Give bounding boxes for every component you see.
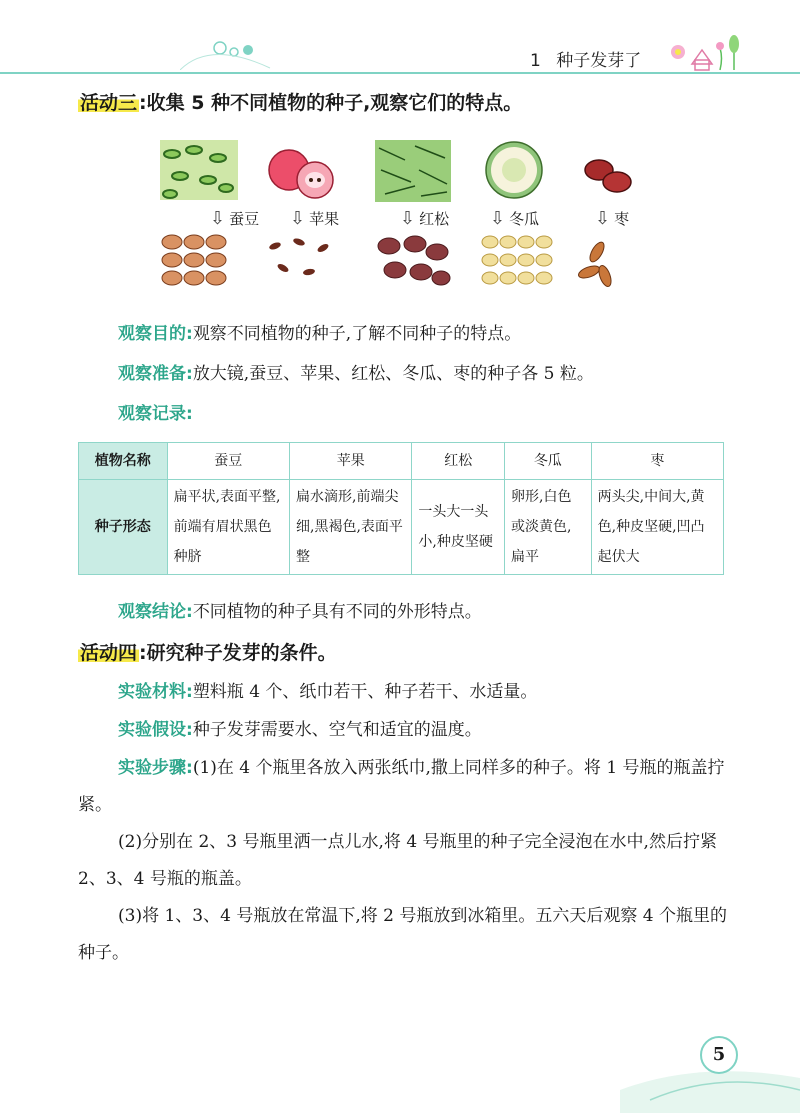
table-cell: 两头尖,中间大,黄色,种皮坚硬,凹凸起伏大	[591, 480, 723, 575]
step-1-text: (1)在 4 个瓶里各放入两张纸巾,撒上同样多的种子。将 1 号瓶的瓶盖拧紧。	[78, 758, 725, 815]
table-cell: 扁水滴形,前端尖细,黑褐色,表面平整	[290, 480, 412, 575]
activity3-title	[78, 88, 522, 115]
table-column-header: 冬瓜	[505, 443, 592, 480]
experiment-materials	[118, 674, 728, 711]
purpose-text: 观察不同植物的种子,了解不同种子的特点。	[192, 324, 522, 344]
steps-label: 实验步骤:	[118, 758, 193, 778]
seed-illustrations	[155, 140, 635, 300]
chapter-title: 种子发芽了	[556, 51, 642, 71]
page-number: 5	[700, 1036, 738, 1074]
arrow-label-red-pine	[400, 208, 449, 229]
table-cell: 扁平状,表面平整,前端有眉状黑色种脐	[167, 480, 289, 575]
header-bubbles-decoration	[180, 30, 280, 74]
winter-melon-slice-icon	[480, 140, 560, 210]
table-column-header: 红松	[412, 443, 505, 480]
broad-bean-seeds-icon	[160, 232, 240, 302]
materials-label: 实验材料:	[118, 682, 193, 702]
red-pine-seeds-icon	[375, 232, 455, 302]
page-number-badge	[700, 1036, 738, 1074]
experiment-step-3	[78, 898, 728, 972]
chapter-number: 1	[530, 51, 541, 71]
observation-prep	[118, 356, 728, 393]
table-column-header: 苹果	[290, 443, 412, 480]
conclusion-text: 不同植物的种子具有不同的外形特点。	[192, 602, 482, 622]
header-flower-decoration-icon	[668, 30, 748, 78]
table-row	[79, 480, 724, 575]
arrow-label-apple	[290, 208, 339, 229]
table-column-header: 蚕豆	[167, 443, 289, 480]
plant-label: 苹果	[309, 210, 340, 228]
down-arrow-icon: ⇩	[595, 208, 611, 229]
prep-text: 放大镜,蚕豆、苹果、红松、冬瓜、枣的种子各 5 粒。	[192, 364, 594, 384]
chapter-header	[530, 46, 641, 71]
down-arrow-icon: ⇩	[210, 208, 226, 229]
step-3-text: (3)将 1、3、4 号瓶放在常温下,将 2 号瓶放到冰箱里。五六天后观察 4 个瓶里的种子。	[78, 906, 727, 963]
purpose-label: 观察目的:	[118, 324, 193, 344]
observation-purpose	[118, 316, 728, 353]
broad-bean-plant-icon	[160, 140, 240, 210]
arrow-label-jujube	[595, 208, 629, 229]
header-divider	[0, 72, 800, 74]
table-header-row	[79, 443, 724, 480]
table-cell: 卵形,白色或淡黄色,扁平	[505, 480, 592, 575]
plant-label: 冬瓜	[509, 210, 540, 228]
arrow-label-winter-melon	[490, 208, 539, 229]
jujube-fruit-icon	[575, 140, 655, 210]
arrow-label-broad-bean	[210, 208, 259, 229]
materials-text: 塑料瓶 4 个、纸巾若干、种子若干、水适量。	[192, 682, 538, 702]
jujube-seeds-icon	[575, 232, 655, 302]
plant-label: 枣	[614, 210, 630, 228]
conclusion-label: 观察结论:	[118, 602, 193, 622]
experiment-step-1	[78, 750, 728, 824]
winter-melon-seeds-icon	[480, 232, 560, 302]
activity3-title-text: :收集 5 种不同植物的种子,观察它们的特点。	[139, 92, 523, 114]
activity4-title	[78, 638, 337, 665]
prep-label: 观察准备:	[118, 364, 193, 384]
activity4-tag: 活动四	[80, 642, 138, 664]
plant-label: 蚕豆	[229, 210, 260, 228]
record-label: 观察记录:	[118, 404, 193, 424]
apple-fruit-icon	[265, 140, 345, 210]
table-cell: 一头大一头小,种皮坚硬	[412, 480, 505, 575]
activity3-tag: 活动三	[80, 92, 138, 114]
activity4-title-text: :研究种子发芽的条件。	[139, 642, 337, 664]
observation-record	[118, 396, 728, 433]
table-column-header: 枣	[591, 443, 723, 480]
red-pine-branch-icon	[375, 140, 455, 210]
down-arrow-icon: ⇩	[400, 208, 416, 229]
apple-seeds-icon	[265, 232, 345, 302]
step-2-text: (2)分别在 2、3 号瓶里洒一点儿水,将 4 号瓶里的种子完全浸泡在水中,然后拧紧 2、3、4 号瓶的瓶盖。	[78, 832, 717, 889]
hypothesis-label: 实验假设:	[118, 720, 193, 740]
table-header-label: 植物名称	[79, 443, 168, 480]
observation-table	[78, 442, 724, 575]
table-row-label: 种子形态	[79, 480, 168, 575]
observation-conclusion	[118, 594, 728, 631]
down-arrow-icon: ⇩	[290, 208, 306, 229]
experiment-hypothesis	[118, 712, 728, 749]
down-arrow-icon: ⇩	[490, 208, 506, 229]
experiment-step-2	[78, 824, 728, 898]
plant-label: 红松	[419, 210, 450, 228]
hypothesis-text: 种子发芽需要水、空气和适宜的温度。	[192, 720, 482, 740]
